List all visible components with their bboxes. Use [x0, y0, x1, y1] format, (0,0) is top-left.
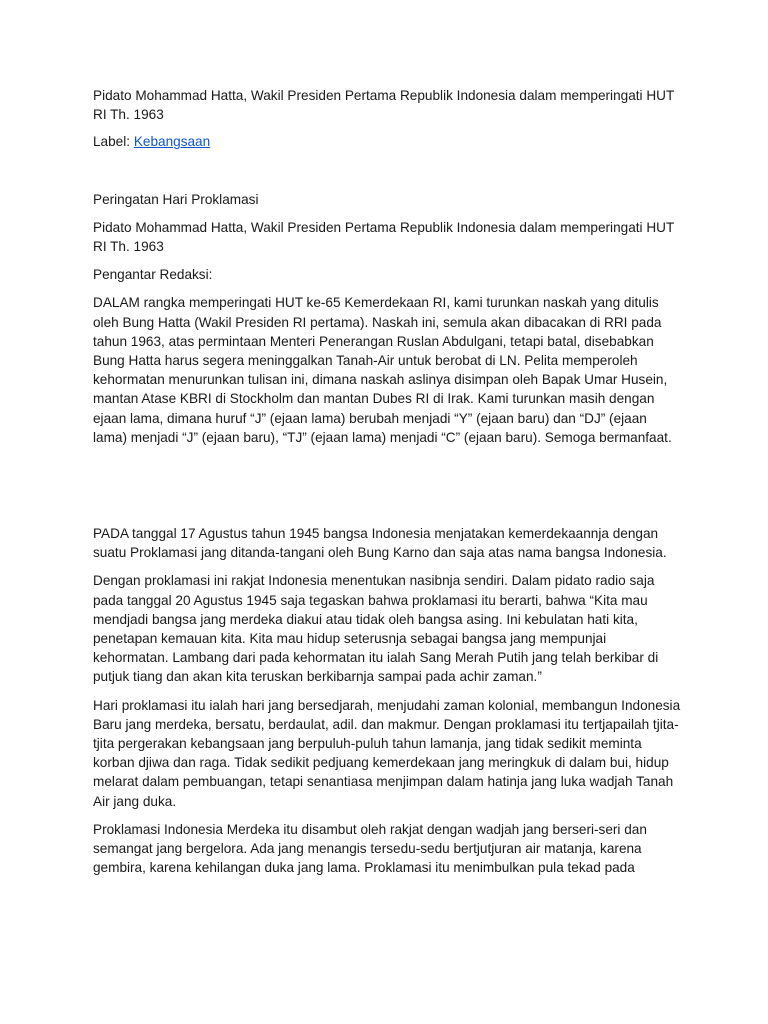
document-title: Pidato Mohammad Hatta, Wakil Presiden Pertama Republik Indonesia dalam memperingati HUT RI Th. 1963 [93, 88, 675, 123]
body-paragraph: Hari proklamasi itu ialah hari jang bersedjarah, menjudahi zaman kolonial, membangun Indonesia Baru jang merdeka, bersatu, berdaulat, adil. dan makmur. Dengan proklamasi itu tertjapailah tjita-tjita pergerakan kebangsaan jang berpuluh-puluh tahun lamanja, jang tidak sedikit meminta korban djiwa dan raga. Tidak sedikit pedjuang kemerdekaan jang meringkuk di dalam bui, hidup melarat dalam pembuangan, tetapi senantiasa menjimpan dalam hatinja jang luka wadjah Tanah Air jang duka. [93, 697, 681, 809]
label-line [93, 132, 683, 151]
label-link-kebangsaan[interactable]: Kebangsaan [133, 134, 211, 150]
intro-paragraph: DALAM rangka memperingati HUT ke-65 Kemerdekaan RI, kami turunkan naskah yang ditulis oleh Bung Hatta (Wakil Presiden RI pertama). Naskah ini, semula akan dibacakan di RRI pada tahun 1963, atas permintaan Menteri Penerangan Ruslan Abdulgani, tetapi batal, disebabkan Bung Hatta harus segera meninggalkan Tanah-Air untuk berobat di LN. Pelita memperoleh kehormatan menurunkan tulisan ini, dimana naskah aslinya disimpan oleh Bapak Umar Husein, mantan Atase KBRI di Stockholm dan mantan Dubes RI di Irak. Kami turunkan masih dengan ejaan lama, dimana huruf “J” (ejaan lama) berubah menjadi “Y” (ejaan baru) dan “DJ” (ejaan lama) menjadi “J” (ejaan baru), “TJ” (ejaan lama) menjadi “C” (ejaan baru). Semoga bermanfaat. [93, 295, 672, 445]
body-paragraph: Dengan proklamasi ini rakjat Indonesia menentukan nasibnja sendiri. Dalam pidato radio saja pada tanggal 20 Agustus 1945 saja tegaskan bahwa proklamasi itu berarti, bahwa “Kita mau mendjadi bangsa jang merdeka diakui atau tidak oleh bangsa asing. Ini kebulatan hati kita, penetapan kemauan kita. Kita mau hidup seterusnja sebagai bangsa jang mempunjai kehormatan. Lambang dari pada kehormatan itu ialah Sang Merah Putih jang telah berkibar di putjuk tiang dan akan kita teruskan berkibarnja sampai pada achir zaman.” [93, 573, 659, 685]
body-paragraph: PADA tanggal 17 Agustus tahun 1945 bangsa Indonesia menjatakan kemerdekaannja dengan suatu Proklamasi jang ditanda-tangani oleh Bung Karno dan saja atas nama bangsa Indonesia. [93, 526, 667, 561]
body-paragraph: Proklamasi Indonesia Merdeka itu disambut oleh rakjat dengan wadjah jang berseri-seri dan semangat jang bergelora. Ada jang menangis tersedu-sedu bertjutjuran air matanja, karena gembira, karena kehilangan duka jang lama. Proklamasi itu menimbulkan pula tekad pada [93, 821, 647, 876]
document-body [93, 86, 683, 887]
label-prefix: Label: [93, 134, 134, 150]
intro-heading: Pengantar Redaksi: [93, 267, 213, 283]
article-subtitle: Pidato Mohammad Hatta, Wakil Presiden Pertama Republik Indonesia dalam memperingati HUT RI Th. 1963 [93, 219, 675, 255]
article-heading: Peringatan Hari Proklamasi [93, 191, 259, 207]
